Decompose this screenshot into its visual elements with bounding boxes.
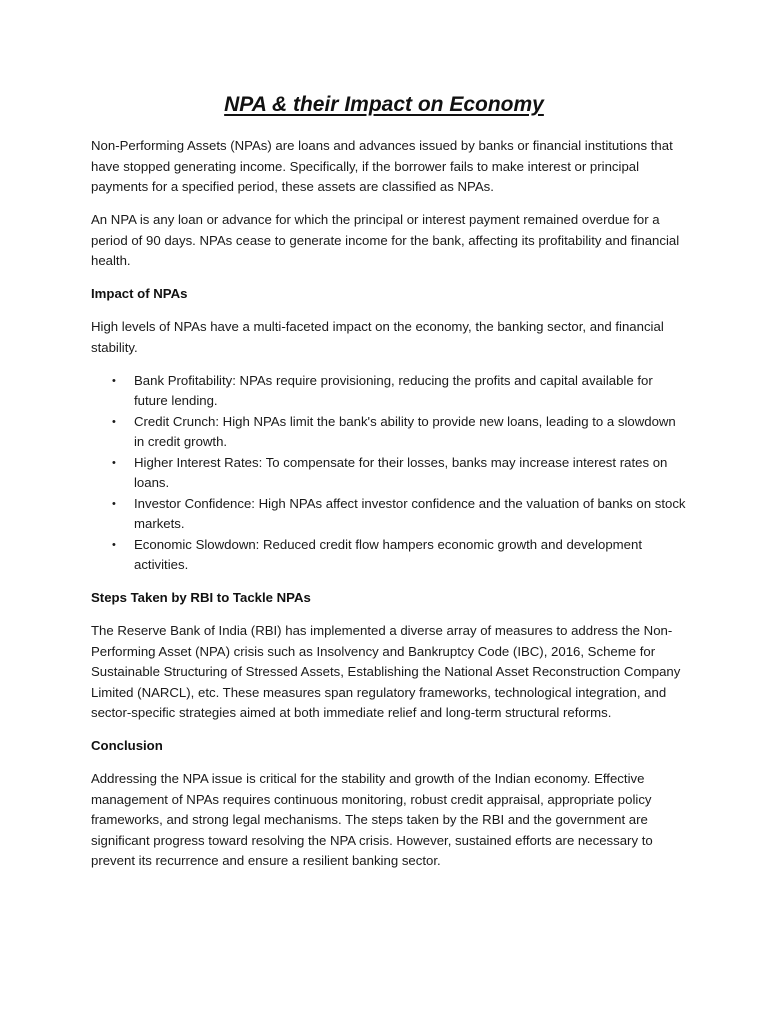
bullet-icon: • [112, 456, 116, 469]
bullet-icon: • [112, 374, 116, 387]
conclusion-heading: Conclusion [91, 738, 163, 753]
list-item-text: Investor Confidence: High NPAs affect investor confidence and the valuation of banks on stock markets. [134, 495, 686, 531]
intro-paragraph-1: Non-Performing Assets (NPAs) are loans and advances issued by banks or financial institutions that have stopped generating income. Specifically, if the borrower fails to make interest or principal payments for a specified period, these assets are classified as NPAs. [91, 138, 673, 194]
bullet-icon: • [112, 415, 116, 428]
intro-paragraph-2: An NPA is any loan or advance for which the principal or interest payment remained overdue for a period of 90 days. NPAs cease to generate income for the bank, affecting its profitability and financial health. [91, 212, 680, 268]
steps-heading: Steps Taken by RBI to Tackle NPAs [91, 590, 311, 605]
list-item [91, 494, 687, 535]
document-body [91, 136, 687, 884]
list-item-text: Higher Interest Rates: To compensate for their losses, banks may increase interest rates on loans. [134, 454, 668, 490]
list-item-text: Economic Slowdown: Reduced credit flow hampers economic growth and development activities. [134, 536, 642, 572]
bullet-icon: • [112, 497, 116, 510]
list-item-text: Credit Crunch: High NPAs limit the bank's ability to provide new loans, leading to a slowdown in credit growth. [134, 413, 676, 449]
list-item [91, 371, 687, 412]
conclusion-paragraph: Addressing the NPA issue is critical for the stability and growth of the Indian economy. Effective management of NPAs requires continuous monitoring, robust credit appraisal, appropriate policy frameworks, and strong legal mechanisms. The steps taken by the RBI and the government are significant progress toward resolving the NPA crisis. However, sustained efforts are necessary to prevent its recurrence and ensure a resilient banking sector. [91, 771, 653, 868]
list-item [91, 453, 687, 494]
bullet-icon: • [112, 538, 116, 551]
impact-lead-paragraph: High levels of NPAs have a multi-faceted impact on the economy, the banking sector, and financial stability. [91, 319, 664, 355]
list-item-text: Bank Profitability: NPAs require provisioning, reducing the profits and capital available for future lending. [134, 372, 653, 408]
document-title: NPA & their Impact on Economy [224, 93, 544, 116]
list-item [91, 535, 687, 576]
impact-heading: Impact of NPAs [91, 286, 188, 301]
impact-list [91, 371, 687, 576]
list-item [91, 412, 687, 453]
steps-paragraph: The Reserve Bank of India (RBI) has implemented a diverse array of measures to address the Non-Performing Asset (NPA) crisis such as Insolvency and Bankruptcy Code (IBC), 2016, Scheme for Sustainable Structuring of Stressed Assets, Establishing the National Asset Reconstruction Company Limited (NARCL), etc. These measures span regulatory frameworks, technological integration, and sector-specific strategies aimed at both immediate relief and long-term structural reforms. [91, 623, 681, 720]
